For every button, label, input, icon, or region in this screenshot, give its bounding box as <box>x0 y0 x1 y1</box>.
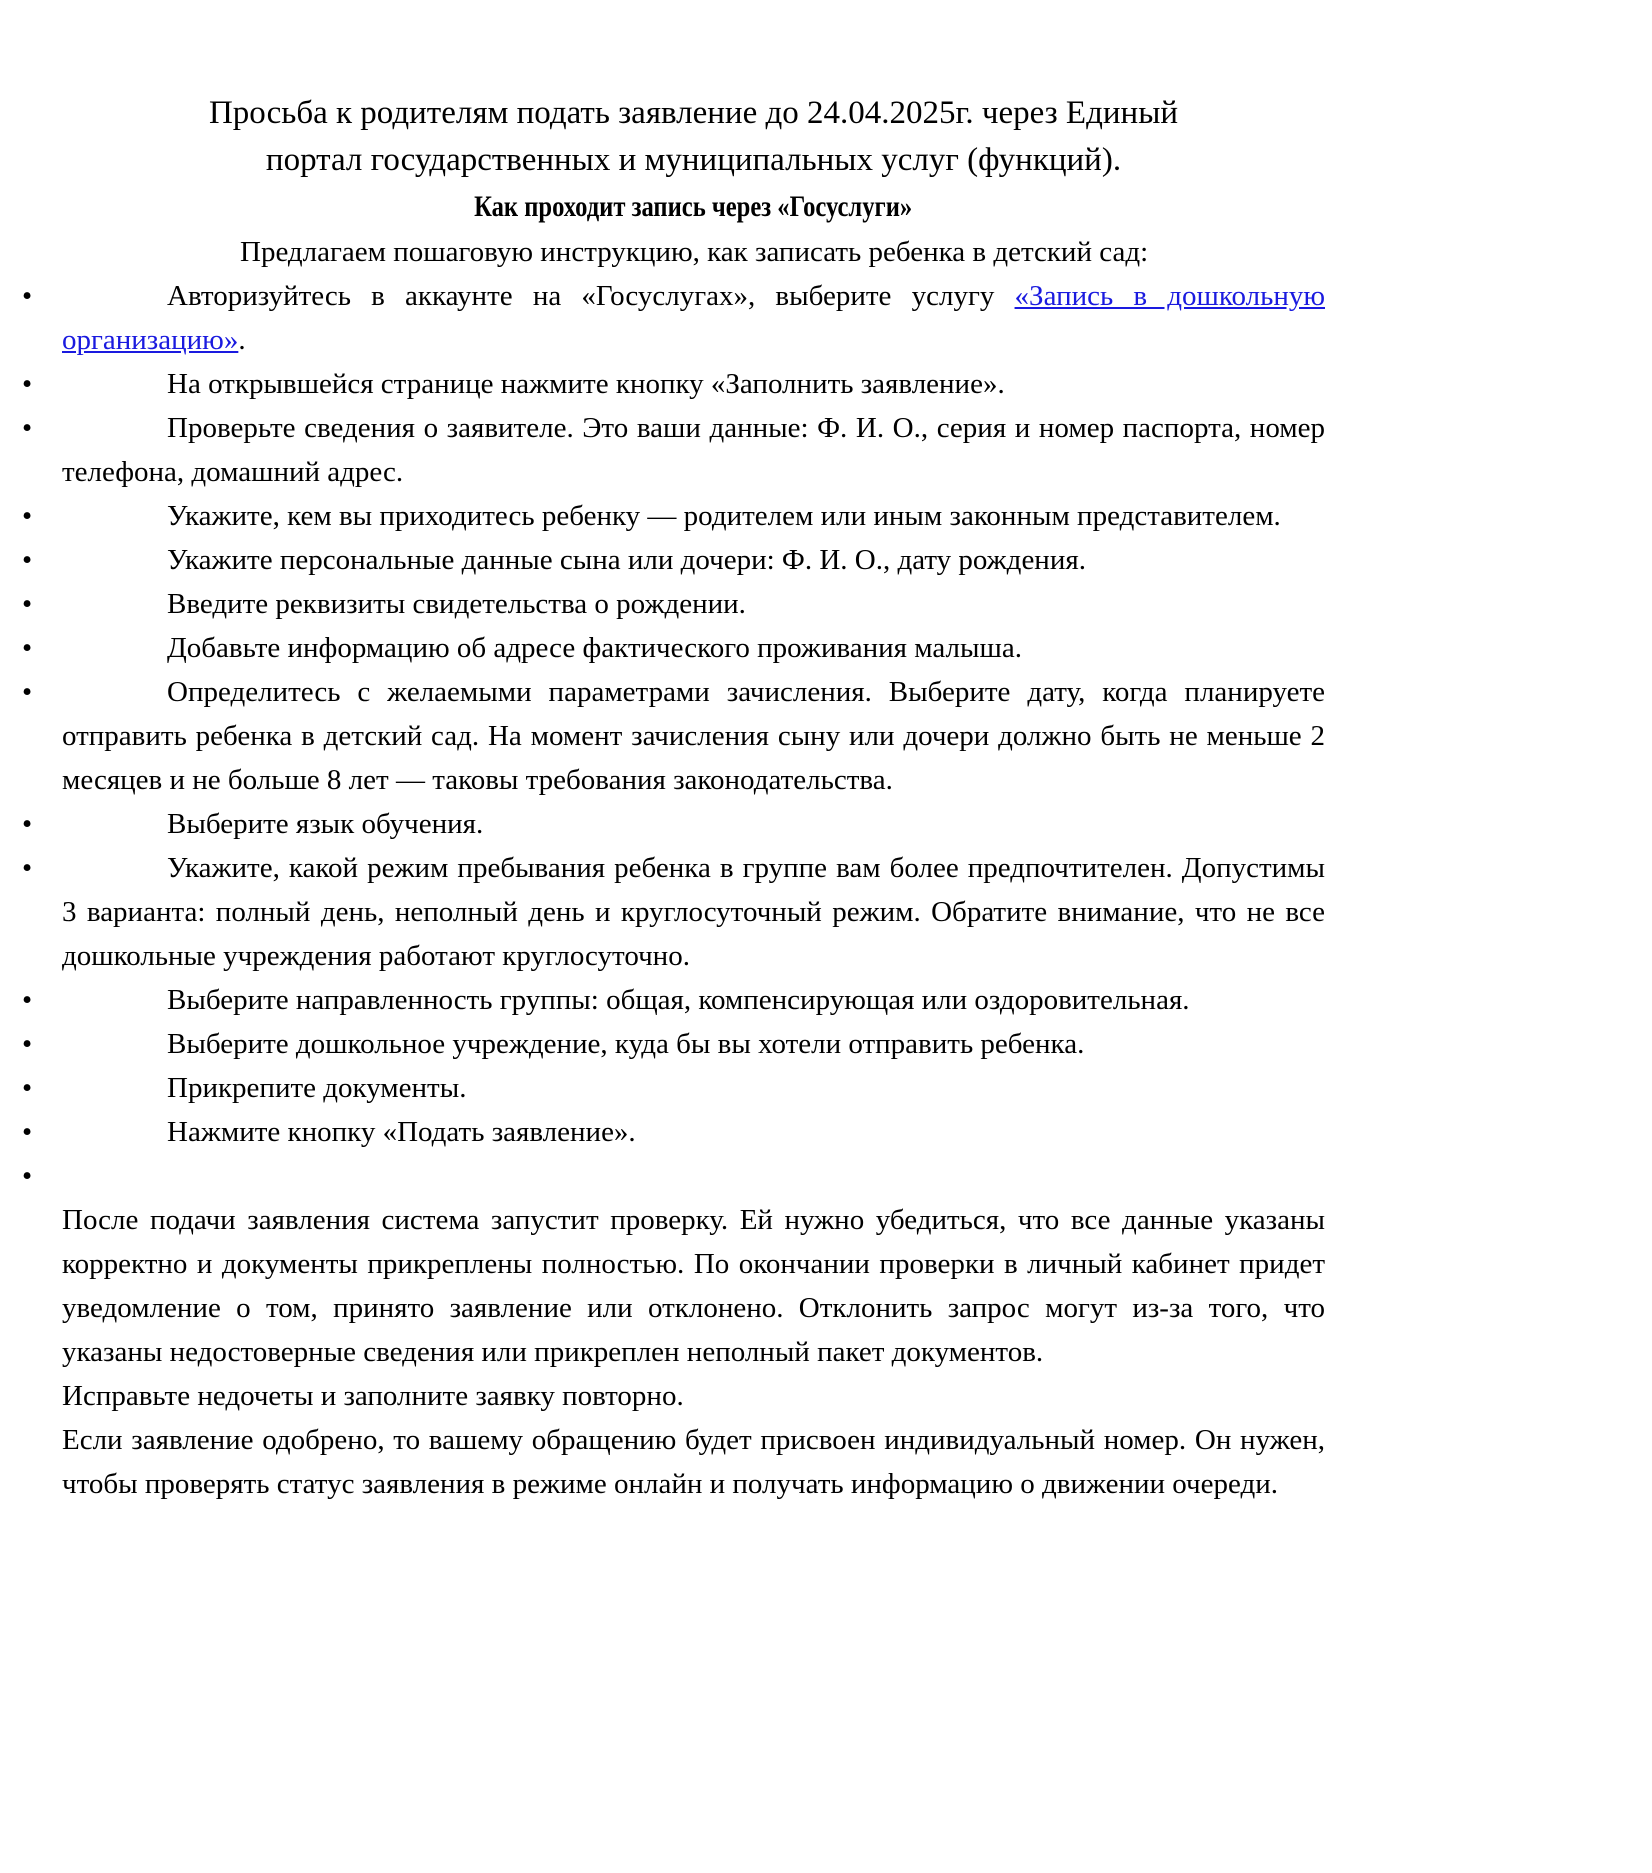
list-item: • Выберите дошкольное учреждение, куда бы вы хотели отправить ребенка. <box>62 1022 1325 1066</box>
list-item: • Прикрепите документы. <box>62 1066 1325 1110</box>
list-item: • Выберите направленность группы: общая, компенсирующая или оздоровительная. <box>62 978 1325 1022</box>
steps-list <box>62 274 1325 1198</box>
list-item: • Определитесь с желаемыми параметрами зачисления. Выберите дату, когда планируете отправить ребенка в детский сад. На момент зачисления сыну или дочери должно быть не меньше 2 месяцев и не больше 8 лет — таковы требования законодательства. <box>62 670 1325 802</box>
list-item: • Укажите персональные данные сына или дочери: Ф. И. О., дату рождения. <box>62 538 1325 582</box>
step-text-before-link: Авторизуйтесь в аккаунте на «Госуслугах», выберите услугу <box>167 280 1015 312</box>
list-item-authorize <box>62 274 1325 362</box>
body-paragraph-review: После подачи заявления система запустит проверку. Ей нужно убедиться, что все данные указаны корректно и документы прикреплены полностью. По окончании проверки в личный кабинет придет уведомление о том, принято заявление или отклонено. Отклонить запрос могут из-за того, что указаны недостоверные сведения или прикреплен неполный пакет документов. <box>62 1204 1325 1368</box>
section-heading-text: Как проходит запись через «Госуслуги» <box>474 190 913 223</box>
page-title-line-1: Просьба к родителям подать заявление до 24.04.2025г. через Единый <box>208 95 1179 131</box>
list-item: • Проверьте сведения о заявителе. Это ваши данные: Ф. И. О., серия и номер паспорта, номер телефона, домашний адрес. <box>62 406 1325 494</box>
body-paragraph-fix: Исправьте недочеты и заполните заявку повторно. <box>62 1380 684 1412</box>
list-item: • Нажмите кнопку «Подать заявление». <box>62 1110 1325 1154</box>
body-paragraph-approved: Если заявление одобрено, то вашему обращению будет присвоен индивидуальный номер. Он нужен, чтобы проверять статус заявления в режиме онлайн и получать информацию о движении очереди. <box>62 1424 1325 1500</box>
step-text-after-link: . <box>238 324 246 356</box>
list-item: • На открывшейся странице нажмите кнопку «Заполнить заявление». <box>62 362 1325 406</box>
list-item: • Введите реквизиты свидетельства о рождении. <box>62 582 1325 626</box>
list-item: • Укажите, кем вы приходитесь ребенку — родителем или иным законным представителем. <box>62 494 1325 538</box>
list-item-empty <box>62 1154 1325 1198</box>
section-heading <box>62 184 1325 230</box>
list-item: • Выберите язык обучения. <box>62 802 1325 846</box>
list-item: • Укажите, какой режим пребывания ребенка в группе вам более предпочтителен. Допустимы 3 варианта: полный день, неполный день и круглосуточный режим. Обратите внимание, что не все дошкольные учреждения работают круглосуточно. <box>62 846 1325 978</box>
page-title <box>62 90 1325 184</box>
list-item: • Добавьте информацию об адресе фактического проживания малыша. <box>62 626 1325 670</box>
page-title-line-2: портал государственных и муниципальных услуг (функций). <box>265 142 1122 178</box>
intro-paragraph: Предлагаем пошаговую инструкцию, как записать ребенка в детский сад: <box>240 236 1149 268</box>
enrollment-service-link[interactable]: «Запись в дошкольную организацию» <box>62 280 1325 356</box>
